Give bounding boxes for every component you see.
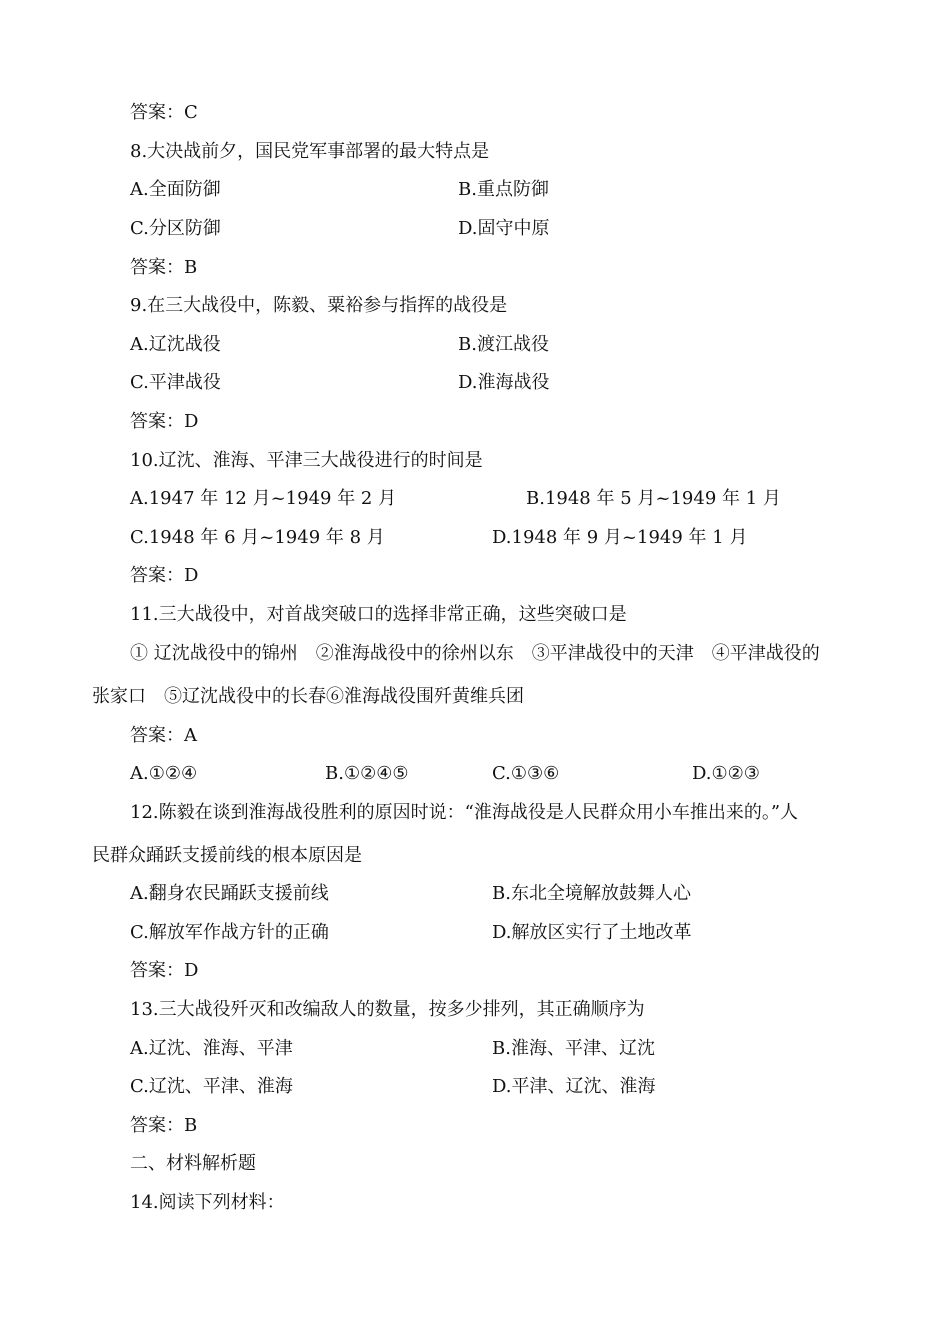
q8-option-d: D.固守中原 — [458, 218, 550, 239]
q13-option-c: C.辽沈、平津、淮海 — [130, 1076, 293, 1097]
section-heading: 二、材料解析题 — [130, 1153, 256, 1174]
q12-option-d: D.解放区实行了土地改革 — [492, 922, 692, 943]
q12-option-b: B.东北全境解放鼓舞人心 — [492, 883, 691, 904]
q8-answer: 答案：B — [130, 257, 198, 278]
q9-option-c: C.平津战役 — [130, 372, 221, 393]
q13-option-d: D.平津、辽沈、淮海 — [492, 1076, 656, 1097]
q11-items-line1: ① 辽沈战役中的锦州 ②淮海战役中的徐州以东 ③平津战役中的天津 ④平津战役的 — [130, 643, 820, 664]
q8-option-b: B.重点防御 — [458, 179, 549, 200]
q11-option-a: A.①②④ — [130, 763, 198, 784]
q11-option-d: D.①②③ — [692, 763, 760, 784]
q12-option-a: A.翻身农民踊跃支援前线 — [130, 883, 329, 904]
q10-answer: 答案：D — [130, 565, 199, 586]
q9-answer: 答案：D — [130, 411, 199, 432]
q12-question-line1: 12.陈毅在谈到淮海战役胜利的原因时说：“淮海战役是人民群众用小车推出来的。”人 — [130, 802, 799, 823]
q10-question: 10.辽沈、淮海、平津三大战役进行的时间是 — [130, 450, 483, 471]
q9-question: 9.在三大战役中，陈毅、粟裕参与指挥的战役是 — [130, 295, 508, 316]
q10-option-d: D.1948 年 9 月~1949 年 1 月 — [492, 527, 748, 548]
q9-option-d: D.淮海战役 — [458, 372, 550, 393]
q10-option-c: C.1948 年 6 月~1949 年 8 月 — [130, 527, 385, 548]
q7-answer: 答案：C — [130, 102, 198, 123]
q8-option-c: C.分区防御 — [130, 218, 221, 239]
q12-option-c: C.解放军作战方针的正确 — [130, 922, 329, 943]
q13-option-b: B.淮海、平津、辽沈 — [492, 1038, 655, 1059]
q11-option-b: B.①②④⑤ — [325, 763, 409, 784]
q11-answer: 答案：A — [130, 725, 197, 746]
q11-items-line2: 张家口 ⑤辽沈战役中的长春⑥淮海战役围歼黄维兵团 — [92, 686, 524, 707]
q10-option-b: B.1948 年 5 月~1949 年 1 月 — [526, 488, 781, 509]
q12-question-line2: 民群众踊跃支援前线的根本原因是 — [92, 845, 362, 866]
q9-option-a: A.辽沈战役 — [130, 334, 221, 355]
q11-question: 11.三大战役中，对首战突破口的选择非常正确，这些突破口是 — [130, 604, 627, 625]
q10-option-a: A.1947 年 12 月~1949 年 2 月 — [130, 488, 397, 509]
q12-answer: 答案：D — [130, 960, 199, 981]
q13-answer: 答案：B — [130, 1115, 198, 1136]
q13-option-a: A.辽沈、淮海、平津 — [130, 1038, 293, 1059]
q13-question: 13.三大战役歼灭和改编敌人的数量，按多少排列，其正确顺序为 — [130, 999, 645, 1020]
q11-option-c: C.①③⑥ — [492, 763, 560, 784]
q9-option-b: B.渡江战役 — [458, 334, 549, 355]
q8-option-a: A.全面防御 — [130, 179, 221, 200]
q14-question: 14.阅读下列材料： — [130, 1192, 285, 1213]
q8-question: 8.大决战前夕，国民党军事部署的最大特点是 — [130, 141, 490, 162]
